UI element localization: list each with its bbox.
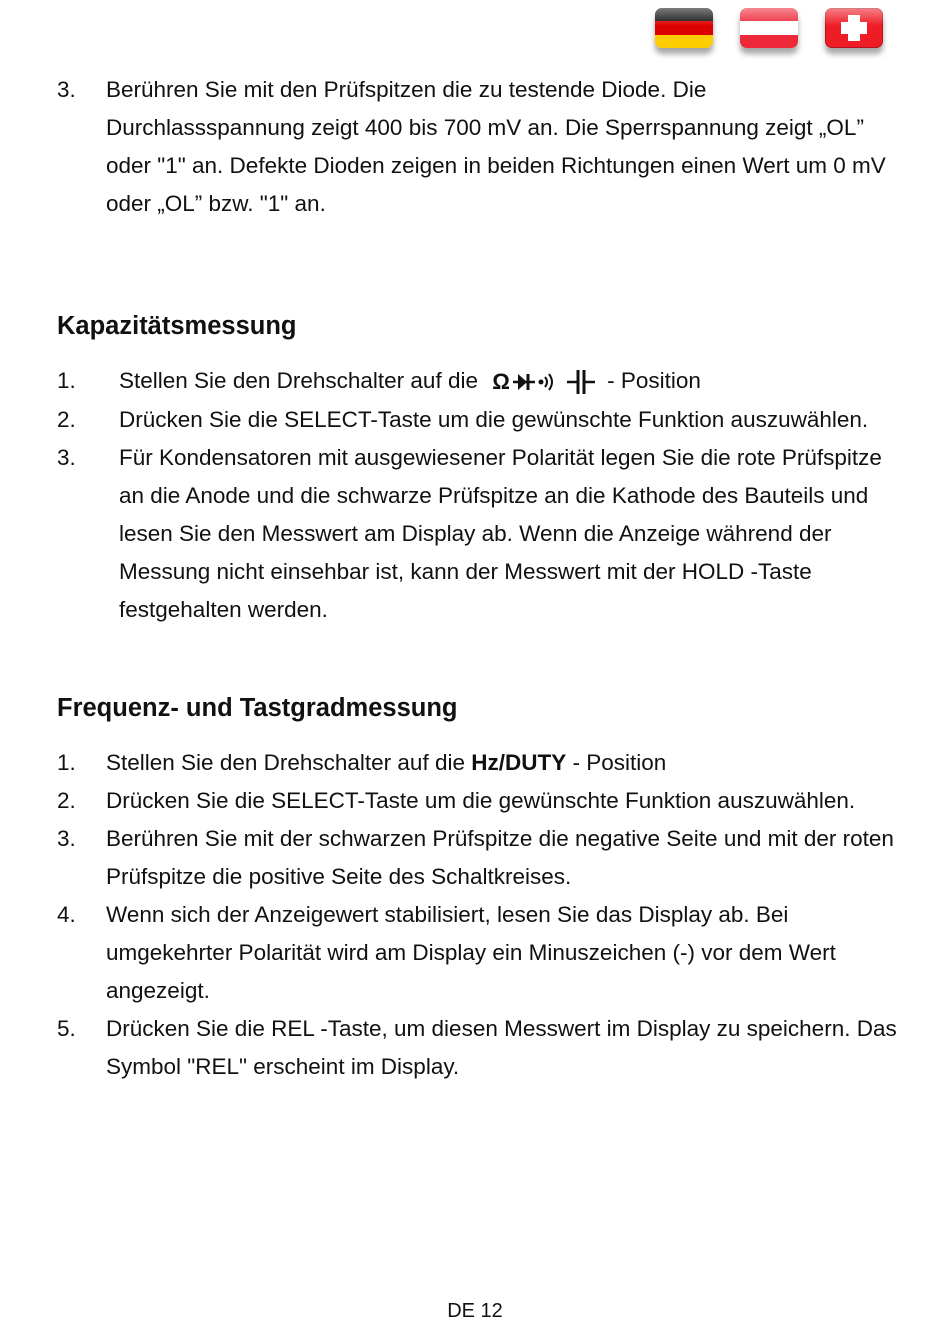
step-text: Für Kondensatoren mit ausgewiesener Polarität legen Sie die rote Prüfspitze an die Anode und die schwarze Prüfspitze an die Kathode des Bauteils und lesen Sie den Messwert am Display ab. Wenn die Anzeige während der Messung nicht einsehbar ist, kann der Messwert mit der HOLD -Taste festgehalten werden.	[119, 445, 882, 623]
ohm-icon: Ω	[492, 369, 510, 395]
flag-switzerland-icon[interactable]	[825, 8, 883, 48]
step-number: 1.	[57, 750, 76, 776]
list-item	[57, 820, 897, 896]
section-heading-frequency: Frequenz- und Tastgradmessung	[57, 694, 458, 723]
list-item	[57, 71, 897, 223]
step-text-after: - Position	[566, 750, 667, 776]
frequency-steps	[57, 744, 897, 1086]
step-text: Drücken Sie die SELECT-Taste um die gewünschte Funktion auszuwählen.	[106, 788, 856, 814]
step-number: 2.	[57, 788, 76, 814]
step-number: 1.	[57, 368, 76, 393]
step-text: Drücken Sie die REL -Taste, um diesen Messwert im Display zu speichern. Das Symbol "REL" erscheint im Display.	[106, 1016, 897, 1080]
hz-duty-label: Hz/DUTY	[471, 750, 567, 776]
diode-icon	[513, 372, 535, 392]
list-item	[57, 362, 897, 401]
section-heading-capacitance: Kapazitätsmessung	[57, 312, 297, 340]
page-content	[57, 71, 897, 1086]
step-text: Wenn sich der Anzeigewert stabilisiert, lesen Sie das Display ab. Bei umgekehrter Polarität wird am Display ein Minuszeichen (-) vor dem Wert angezeigt.	[106, 902, 836, 1004]
step-number: 2.	[57, 407, 76, 433]
step-number: 3.	[57, 445, 76, 471]
step-text: Berühren Sie mit der schwarzen Prüfspitze die negative Seite und mit der roten Prüfspitze die positive Seite des Schaltkreises.	[106, 826, 894, 890]
continuity-sound-icon	[538, 372, 554, 392]
step-text: Stellen Sie den Drehschalter auf die	[119, 368, 478, 393]
list-item	[57, 1010, 897, 1086]
language-flags	[655, 8, 883, 48]
flag-germany-icon[interactable]	[655, 8, 713, 48]
list-item	[57, 744, 897, 782]
list-item	[57, 782, 897, 820]
step-number: 3.	[57, 826, 76, 852]
diode-steps-continued	[57, 71, 897, 223]
list-item	[57, 401, 897, 439]
step-number: 3.	[57, 77, 76, 102]
capacitor-icon	[567, 369, 597, 395]
function-symbol	[492, 363, 597, 401]
page-number: DE 12	[447, 1300, 503, 1322]
step-text: Berühren Sie mit den Prüfspitzen die zu testende Diode. Die Durchlassspannung zeigt 400 bis 700 mV an. Die Sperrspannung zeigt „OL” oder "1" an. Defekte Dioden zeigen in beiden Richtungen einen Wert um 0 mV oder „OL” bzw. "1" an.	[106, 77, 886, 216]
step-text: Drücken Sie die SELECT-Taste um die gewünschte Funktion auszuwählen.	[119, 407, 869, 433]
step-number: 4.	[57, 902, 76, 928]
step-number: 5.	[57, 1016, 76, 1042]
step-text-after: - Position	[607, 368, 701, 393]
flag-austria-icon[interactable]	[740, 8, 798, 48]
list-item	[57, 896, 897, 1010]
list-item	[57, 439, 897, 629]
step-text: Stellen Sie den Drehschalter auf die	[106, 750, 472, 776]
capacitance-steps	[57, 362, 897, 629]
